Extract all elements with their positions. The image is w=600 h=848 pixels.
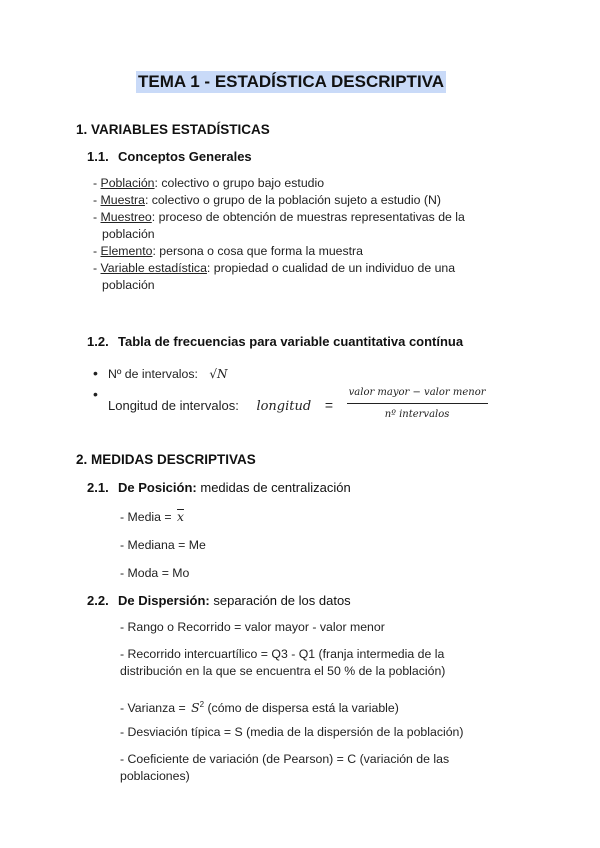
subsection-number: 1.1. <box>87 149 109 164</box>
ric-line-2: distribución en la que se encuentra el 50 % de la población) <box>120 664 446 678</box>
subsection-number: 1.2. <box>87 334 109 349</box>
subsection-number: 2.2. <box>87 593 109 608</box>
mediana-line: - Mediana = Me <box>120 538 206 552</box>
subsection-title: De Dispersión: <box>118 593 210 608</box>
list-item: - Muestreo: proceso de obtención de muestras representativas de la <box>93 210 465 224</box>
rango-line: - Rango o Recorrido = valor mayor - valor menor <box>120 620 385 634</box>
definition-continuation: población <box>102 278 155 292</box>
fraction-denominator: nº intervalos <box>384 409 450 420</box>
document-title: TEMA 1 - ESTADÍSTICA DESCRIPTIVA <box>138 72 445 91</box>
sqrt-n-formula: √N <box>209 367 228 381</box>
varianza-line <box>120 696 399 717</box>
subsection-1-2-heading <box>87 334 463 349</box>
fraction-numerator: valor mayor − valor menor <box>347 384 488 404</box>
term: Muestra <box>100 193 145 207</box>
coeficiente-block <box>120 751 449 785</box>
section-1-heading: 1. VARIABLES ESTADÍSTICAS <box>76 122 270 137</box>
term: Elemento <box>100 244 153 258</box>
ric-line-1: - Recorrido intercuartílico = Q3 - Q1 (franja intermedia de la <box>120 647 445 661</box>
subsection-description: medidas de centralización <box>196 480 351 495</box>
desviacion-line: - Desviación típica = S (media de la dispersión de la población) <box>120 725 464 739</box>
moda-line: - Moda = Mo <box>120 566 190 580</box>
definition: : persona o cosa que forma la muestra <box>152 244 363 258</box>
subsection-title: De Posición: <box>118 480 197 495</box>
subsection-title: Conceptos Generales <box>118 149 252 164</box>
ric-block <box>120 646 445 680</box>
bullet-label: Longitud de intervalos: <box>108 397 239 413</box>
section-2-heading: 2. MEDIDAS DESCRIPTIVAS <box>76 452 256 467</box>
term: Muestreo <box>100 210 152 224</box>
coef-line-1: - Coeficiente de variación (de Pearson) = C (variación de las <box>120 752 450 766</box>
subsection-description: separación de los datos <box>209 593 351 608</box>
subsection-1-1-heading <box>87 149 252 164</box>
varianza-label: - Varianza = <box>120 701 186 716</box>
list-item: - Muestra: colectivo o grupo de la población sujeto a estudio (N) <box>93 193 441 207</box>
x-bar-symbol: $\overline{x}$ <box>177 510 184 524</box>
bullet-length <box>108 387 488 426</box>
list-item: - Elemento: persona o cosa que forma la muestra <box>93 244 363 258</box>
formula-equals: = <box>324 396 334 413</box>
exponent: 2 <box>199 700 205 709</box>
bullet-label: Nº de intervalos: <box>108 367 198 381</box>
formula-lhs: longitud <box>256 398 312 414</box>
definition: : propiedad o cualidad de un individuo de una <box>206 261 456 275</box>
subsection-title: Tabla de frecuencias para variable cuantitativa contínua <box>118 334 464 349</box>
formula-fraction <box>347 384 488 423</box>
term: Población <box>100 176 155 190</box>
definition-continuation: población <box>102 227 155 241</box>
varianza-description: (cómo de dispersa está la variable) <box>204 701 399 716</box>
definition: : colectivo o grupo bajo estudio <box>154 176 325 190</box>
media-line <box>120 509 184 526</box>
subsection-2-1-heading <box>87 480 351 495</box>
media-label: - Media = <box>120 510 172 524</box>
list-item: - Población: colectivo o grupo bajo estudio <box>93 176 325 190</box>
definition: : colectivo o grupo de la población sujeto a estudio (N) <box>144 193 441 207</box>
s-symbol: S <box>191 701 200 716</box>
subsection-2-2-heading <box>87 593 351 608</box>
coef-line-2: poblaciones) <box>120 769 190 783</box>
subsection-number: 2.1. <box>87 480 109 495</box>
definition: : proceso de obtención de muestras representativas de la <box>151 210 465 224</box>
concept-list <box>93 175 465 294</box>
term: Variable estadística <box>100 261 207 275</box>
list-item: - Variable estadística: propiedad o cualidad de un individuo de una <box>93 261 456 275</box>
bullet-intervals <box>108 366 228 383</box>
